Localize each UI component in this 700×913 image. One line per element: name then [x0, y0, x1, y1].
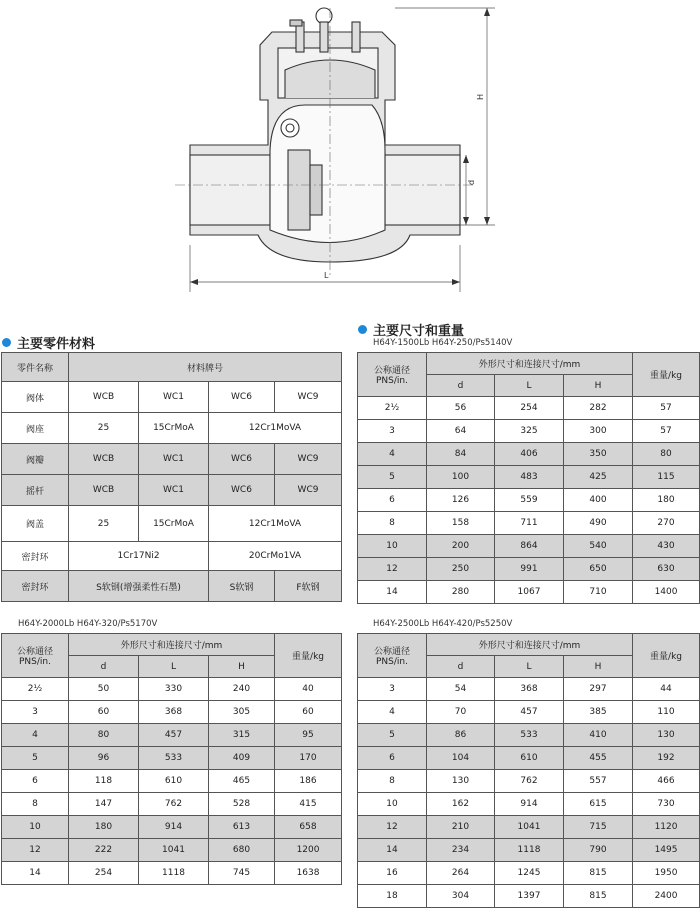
value-cell: 192: [633, 747, 700, 770]
material-cell: F软钢: [275, 571, 342, 602]
value-cell: 368: [495, 678, 564, 701]
table-row: [358, 443, 700, 466]
value-cell: 100: [427, 466, 495, 489]
value-cell: 40: [275, 678, 342, 701]
value-cell: 305: [209, 701, 275, 724]
table-row: [358, 466, 700, 489]
bullet-dot-icon: [358, 325, 367, 334]
pns-cell: 6: [358, 747, 427, 770]
header-h: H: [564, 375, 633, 397]
header-weight: 重量/kg: [633, 353, 700, 397]
value-cell: 430: [633, 535, 700, 558]
value-cell: 80: [69, 724, 139, 747]
pns-cell: 6: [358, 489, 427, 512]
value-cell: 60: [69, 701, 139, 724]
table-row: [358, 770, 700, 793]
value-cell: 1067: [495, 581, 564, 604]
table-row: [358, 793, 700, 816]
material-cell: WC1: [139, 382, 209, 413]
value-cell: 1397: [495, 885, 564, 908]
value-cell: 86: [427, 724, 495, 747]
value-cell: 126: [427, 489, 495, 512]
pns-cell: 14: [358, 581, 427, 604]
table-row: [358, 420, 700, 443]
value-cell: 490: [564, 512, 633, 535]
pns-cell: 10: [358, 793, 427, 816]
pns-cell: 6: [2, 770, 69, 793]
value-cell: 222: [69, 839, 139, 862]
value-cell: 559: [495, 489, 564, 512]
dimensions-title: 主要尺寸和重量: [358, 320, 464, 339]
material-part: 阀盖: [2, 506, 69, 542]
pns-cell: 10: [358, 535, 427, 558]
value-cell: 325: [495, 420, 564, 443]
value-cell: 1245: [495, 862, 564, 885]
table-row: [358, 862, 700, 885]
value-cell: 483: [495, 466, 564, 489]
value-cell: 70: [427, 701, 495, 724]
pns-cell: 3: [2, 701, 69, 724]
value-cell: 115: [633, 466, 700, 489]
header-dims: 外形尺寸和连接尺寸/mm: [427, 634, 633, 656]
material-part: 摇杆: [2, 475, 69, 506]
dimension-table-1: [357, 352, 700, 604]
value-cell: 385: [564, 701, 633, 724]
value-cell: 170: [275, 747, 342, 770]
value-cell: 50: [69, 678, 139, 701]
pns-cell: 8: [2, 793, 69, 816]
value-cell: 368: [139, 701, 209, 724]
header-l: L: [495, 375, 564, 397]
table-row: [358, 512, 700, 535]
value-cell: 147: [69, 793, 139, 816]
value-cell: 1118: [139, 862, 209, 885]
value-cell: 540: [564, 535, 633, 558]
header-pns-unit: PNS/in.: [19, 657, 51, 667]
value-cell: 1200: [275, 839, 342, 862]
value-cell: 914: [495, 793, 564, 816]
table-row: [2, 793, 342, 816]
material-cell: S软钢: [209, 571, 275, 602]
value-cell: 264: [427, 862, 495, 885]
table3-subtitle: H64Y-2500Lb H64Y-420/Ps5250V: [373, 619, 513, 629]
table-row: [358, 397, 700, 420]
header-d: d: [427, 375, 495, 397]
pns-cell: 3: [358, 420, 427, 443]
header-d: d: [427, 656, 495, 678]
value-cell: 455: [564, 747, 633, 770]
table2-subtitle: H64Y-2000Lb H64Y-320/Ps5170V: [18, 619, 158, 629]
value-cell: 210: [427, 816, 495, 839]
materials-table: [1, 352, 342, 602]
materials-title: 主要零件材料: [2, 333, 95, 352]
value-cell: 815: [564, 885, 633, 908]
material-cell: 1Cr17Ni2: [69, 542, 209, 571]
value-cell: 180: [633, 489, 700, 512]
table-row: [358, 724, 700, 747]
value-cell: 186: [275, 770, 342, 793]
table-row: [2, 839, 342, 862]
table-row: [358, 535, 700, 558]
value-cell: 1120: [633, 816, 700, 839]
value-cell: 650: [564, 558, 633, 581]
value-cell: 130: [427, 770, 495, 793]
materials-header-material: 材料牌号: [69, 353, 342, 382]
table-row: [358, 489, 700, 512]
value-cell: 297: [564, 678, 633, 701]
header-dims: 外形尺寸和连接尺寸/mm: [69, 634, 275, 656]
header-pns: 公称通径: [373, 647, 410, 657]
value-cell: 557: [564, 770, 633, 793]
pns-cell: 4: [358, 701, 427, 724]
header-pns: 公称通径: [373, 366, 410, 376]
dim-l-label: L: [324, 271, 329, 280]
value-cell: 457: [495, 701, 564, 724]
value-cell: 44: [633, 678, 700, 701]
value-cell: 54: [427, 678, 495, 701]
table1-subtitle: H64Y-1500Lb H64Y-250/Ps5140V: [373, 338, 513, 348]
value-cell: 815: [564, 862, 633, 885]
table-row: [2, 862, 342, 885]
value-cell: 409: [209, 747, 275, 770]
value-cell: 1495: [633, 839, 700, 862]
value-cell: 254: [495, 397, 564, 420]
pns-cell: 12: [2, 839, 69, 862]
material-cell: 20CrMo1VA: [209, 542, 342, 571]
value-cell: 762: [495, 770, 564, 793]
material-cell: 25: [69, 413, 139, 444]
value-cell: 80: [633, 443, 700, 466]
value-cell: 2400: [633, 885, 700, 908]
table-row: [358, 678, 700, 701]
value-cell: 118: [69, 770, 139, 793]
table-row: [358, 816, 700, 839]
value-cell: 466: [633, 770, 700, 793]
pns-cell: 4: [2, 724, 69, 747]
material-part: 密封环: [2, 542, 69, 571]
material-part: 阀座: [2, 413, 69, 444]
material-cell: WC1: [139, 475, 209, 506]
table-row: [2, 770, 342, 793]
value-cell: 991: [495, 558, 564, 581]
value-cell: 610: [495, 747, 564, 770]
material-cell: WC1: [139, 444, 209, 475]
value-cell: 250: [427, 558, 495, 581]
header-h: H: [209, 656, 275, 678]
material-cell: WC6: [209, 382, 275, 413]
pns-cell: 5: [358, 724, 427, 747]
materials-header-part: 零件名称: [2, 353, 69, 382]
value-cell: 130: [633, 724, 700, 747]
table-row: [2, 816, 342, 839]
pns-cell: 10: [2, 816, 69, 839]
value-cell: 680: [209, 839, 275, 862]
header-l: L: [495, 656, 564, 678]
material-cell: S软钢(增强柔性石墨): [69, 571, 209, 602]
value-cell: 400: [564, 489, 633, 512]
value-cell: 1041: [495, 816, 564, 839]
table-row: [358, 701, 700, 724]
pns-cell: 8: [358, 770, 427, 793]
value-cell: 415: [275, 793, 342, 816]
header-d: d: [69, 656, 139, 678]
dimension-table-2: [1, 633, 342, 885]
value-cell: 110: [633, 701, 700, 724]
header-weight: 重量/kg: [633, 634, 700, 678]
value-cell: 350: [564, 443, 633, 466]
value-cell: 200: [427, 535, 495, 558]
value-cell: 610: [139, 770, 209, 793]
value-cell: 95: [275, 724, 342, 747]
table-row: [2, 678, 342, 701]
value-cell: 315: [209, 724, 275, 747]
table-row: [358, 885, 700, 908]
pns-cell: 4: [358, 443, 427, 466]
pns-cell: 2½: [358, 397, 427, 420]
value-cell: 84: [427, 443, 495, 466]
value-cell: 60: [275, 701, 342, 724]
value-cell: 762: [139, 793, 209, 816]
pns-cell: 2½: [2, 678, 69, 701]
value-cell: 57: [633, 420, 700, 443]
valve-drawing: [0, 0, 700, 300]
pns-cell: 8: [358, 512, 427, 535]
value-cell: 234: [427, 839, 495, 862]
header-weight: 重量/kg: [275, 634, 342, 678]
value-cell: 1638: [275, 862, 342, 885]
header-h: H: [564, 656, 633, 678]
value-cell: 864: [495, 535, 564, 558]
table-row: [2, 724, 342, 747]
table-row: [358, 747, 700, 770]
value-cell: 711: [495, 512, 564, 535]
value-cell: 658: [275, 816, 342, 839]
value-cell: 64: [427, 420, 495, 443]
material-cell: 15CrMoA: [139, 506, 209, 542]
material-cell: WCB: [69, 444, 139, 475]
header-l: L: [139, 656, 209, 678]
value-cell: 914: [139, 816, 209, 839]
header-pns-unit: PNS/in.: [376, 376, 408, 386]
material-cell: 12Cr1MoVA: [209, 506, 342, 542]
value-cell: 56: [427, 397, 495, 420]
table-row: [358, 839, 700, 862]
value-cell: 254: [69, 862, 139, 885]
pns-cell: 16: [358, 862, 427, 885]
pns-cell: 18: [358, 885, 427, 908]
value-cell: 1400: [633, 581, 700, 604]
material-cell: WC9: [275, 444, 342, 475]
pns-cell: 3: [358, 678, 427, 701]
header-pns: 公称通径: [16, 647, 53, 657]
value-cell: 533: [495, 724, 564, 747]
value-cell: 715: [564, 816, 633, 839]
table-row: [2, 701, 342, 724]
bullet-dot-icon: [2, 338, 11, 347]
header-pns-unit: PNS/in.: [376, 657, 408, 667]
value-cell: 410: [564, 724, 633, 747]
material-cell: WCB: [69, 475, 139, 506]
table-row: [358, 558, 700, 581]
header-dims: 外形尺寸和连接尺寸/mm: [427, 353, 633, 375]
value-cell: 280: [427, 581, 495, 604]
value-cell: 790: [564, 839, 633, 862]
value-cell: 104: [427, 747, 495, 770]
value-cell: 710: [564, 581, 633, 604]
value-cell: 528: [209, 793, 275, 816]
pns-cell: 12: [358, 816, 427, 839]
material-cell: WC6: [209, 475, 275, 506]
material-cell: 15CrMoA: [139, 413, 209, 444]
pns-cell: 5: [358, 466, 427, 489]
value-cell: 1041: [139, 839, 209, 862]
material-cell: WC9: [275, 382, 342, 413]
value-cell: 300: [564, 420, 633, 443]
material-cell: 12Cr1MoVA: [209, 413, 342, 444]
material-part: 阀体: [2, 382, 69, 413]
value-cell: 330: [139, 678, 209, 701]
material-cell: WC6: [209, 444, 275, 475]
value-cell: 158: [427, 512, 495, 535]
value-cell: 465: [209, 770, 275, 793]
value-cell: 457: [139, 724, 209, 747]
pns-cell: 14: [2, 862, 69, 885]
material-cell: 25: [69, 506, 139, 542]
dimension-table-3: [357, 633, 700, 908]
value-cell: 730: [633, 793, 700, 816]
value-cell: 162: [427, 793, 495, 816]
pns-cell: 14: [358, 839, 427, 862]
value-cell: 406: [495, 443, 564, 466]
value-cell: 745: [209, 862, 275, 885]
value-cell: 1950: [633, 862, 700, 885]
table-row: [358, 581, 700, 604]
value-cell: 240: [209, 678, 275, 701]
value-cell: 425: [564, 466, 633, 489]
value-cell: 1118: [495, 839, 564, 862]
value-cell: 630: [633, 558, 700, 581]
value-cell: 304: [427, 885, 495, 908]
value-cell: 96: [69, 747, 139, 770]
table-row: [2, 747, 342, 770]
value-cell: 613: [209, 816, 275, 839]
value-cell: 270: [633, 512, 700, 535]
material-cell: WCB: [69, 382, 139, 413]
pns-cell: 12: [358, 558, 427, 581]
pns-cell: 5: [2, 747, 69, 770]
value-cell: 533: [139, 747, 209, 770]
value-cell: 180: [69, 816, 139, 839]
material-part: 阀瓣: [2, 444, 69, 475]
dim-h-label: H: [476, 93, 485, 100]
value-cell: 57: [633, 397, 700, 420]
material-part: 密封环: [2, 571, 69, 602]
material-cell: WC9: [275, 475, 342, 506]
value-cell: 615: [564, 793, 633, 816]
dim-d-label: d: [467, 179, 476, 185]
value-cell: 282: [564, 397, 633, 420]
